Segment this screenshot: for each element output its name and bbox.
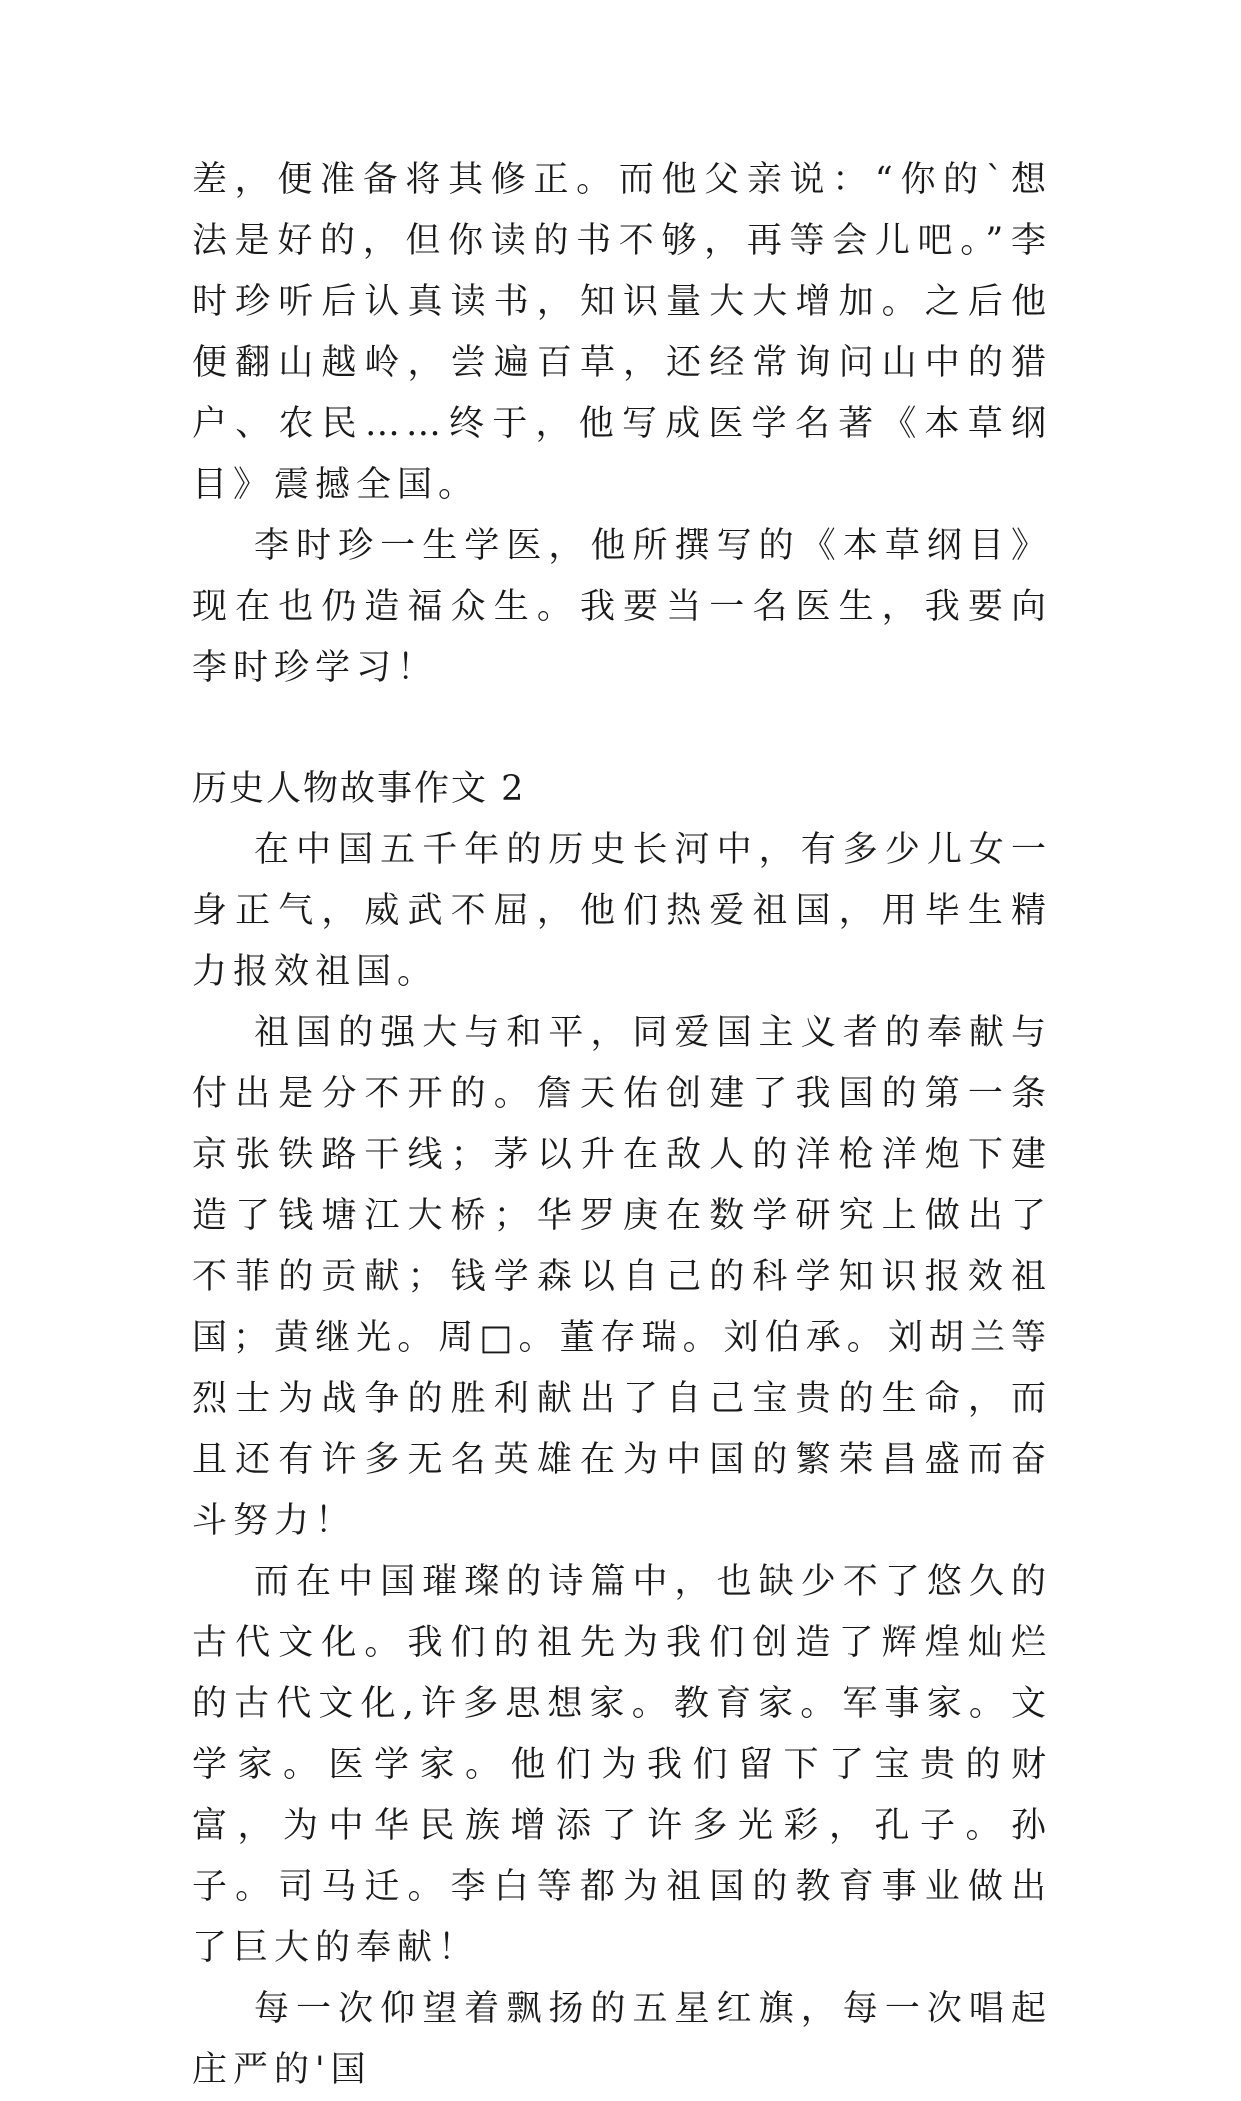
essay-heading: 历史人物故事作文 2 xyxy=(192,769,526,809)
paragraph-flag: 每一次仰望着飘扬的五星红旗，每一次唱起庄严的'国 xyxy=(192,1989,1052,2090)
paragraph-intro: 在中国五千年的历史长河中，有多少儿女一身正气，威武不屈，他们热爱祖国，用毕生精力报效祖国。 xyxy=(192,830,1052,992)
paragraph-continuation: 差，便准备将其修正。而他父亲说：“你的`想法是好的，但你读的书不够，再等会儿吧。”李时珍听后认真读书，知识量大大增加。之后他便翻山越岭，尝遍百草，还经常询问山中的猎户、农民……终于，他写成医学名著《本草纲目》震撼全国。 xyxy=(192,160,1052,505)
paragraph-patriots: 祖国的强大与和平，同爱国主义者的奉献与付出是分不开的。詹天佑创建了我国的第一条京张铁路干线；茅以升在敌人的洋枪洋炮下建造了钱塘江大桥；华罗庚在数学研究上做出了不菲的贡献；钱学森以自己的科学知识报效祖国；黄继光。周□。董存瑞。刘伯承。刘胡兰等烈士为战争的胜利献出了自己宝贵的生命，而且还有许多无名英雄在为中国的繁荣昌盛而奋斗努力！ xyxy=(192,1013,1052,1541)
paragraph-culture: 而在中国璀璨的诗篇中，也缺少不了悠久的古代文化。我们的祖先为我们创造了辉煌灿烂的古代文化,许多思想家。教育家。军事家。文学家。医学家。他们为我们留下了宝贵的财富，为中华民族增添了许多光彩，孔子。孙子。司马迁。李白等都为祖国的教育事业做出了巨大的奉献！ xyxy=(192,1562,1052,1968)
document-body xyxy=(192,150,1052,2101)
paragraph-conclusion: 李时珍一生学医，他所撰写的《本草纲目》现在也仍造福众生。我要当一名医生，我要向李时珍学习！ xyxy=(192,526,1052,688)
